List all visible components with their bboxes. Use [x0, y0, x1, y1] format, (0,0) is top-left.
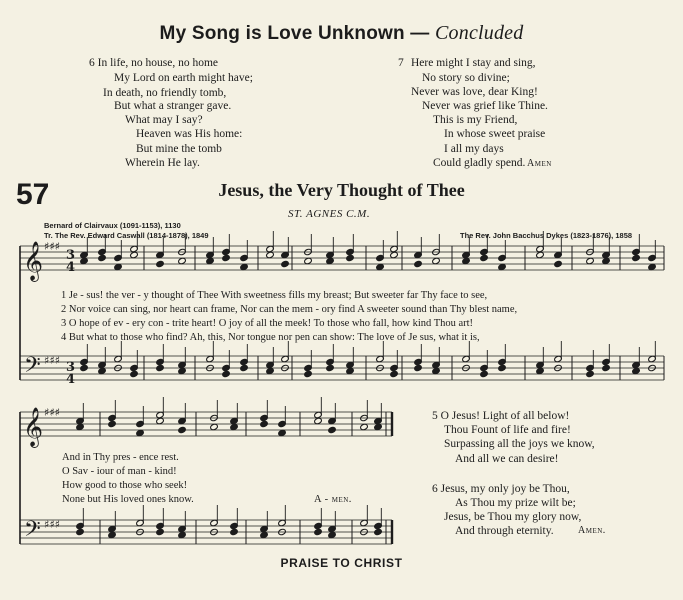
verse6-line: But what a stranger gave. — [114, 100, 232, 112]
note-head — [554, 260, 563, 267]
verse7-line: In whose sweet praise — [444, 128, 546, 140]
lyric-line: How good to those who seek! — [62, 480, 188, 491]
lyric-line: 2 Nor voice can sing, nor heart can frame, Nor can the mem - ory find A sweeter sound than Thy blest name, — [61, 304, 518, 315]
note-head — [536, 367, 545, 374]
section-footer: PRAISE TO CHRIST — [280, 556, 403, 570]
note-head — [326, 364, 335, 371]
note-head — [76, 423, 85, 430]
bass-clef-icon: 𝄢 — [24, 353, 41, 383]
note-head — [414, 364, 423, 371]
hymn-title: Jesus, the Very Thought of Thee — [218, 180, 465, 200]
page-title-main: My Song is Love Unknown — — [159, 23, 430, 44]
note-head — [98, 367, 107, 374]
note-head — [480, 254, 489, 261]
note-head — [260, 420, 269, 427]
verse6-line: In death, no friendly tomb, — [103, 87, 227, 99]
note-head — [114, 263, 123, 270]
verse5-line: And all we can desire! — [455, 453, 559, 465]
note-head — [326, 257, 335, 264]
note-head — [240, 364, 249, 371]
verse5-line: Surpassing all the joys we know, — [444, 438, 595, 450]
note-head — [586, 370, 595, 377]
verse6-line: What may I say? — [125, 114, 203, 126]
note-head — [360, 423, 369, 430]
treble-clef-icon: 𝄞 — [23, 407, 44, 447]
lyric-line: 3 O hope of ev - ery con - trite heart! O joy of all the meek! To those who fall, how kind Thou art! — [61, 318, 474, 329]
time-signature: 4 — [66, 372, 76, 387]
verse6-line: Jesus, be Thou my glory now, — [444, 511, 582, 523]
note-head — [98, 254, 107, 261]
page-title-concluded: Concluded — [435, 22, 524, 44]
note-head — [602, 364, 611, 371]
note-head — [281, 260, 290, 267]
time-signature: 4 — [66, 260, 76, 275]
note-head — [314, 528, 323, 535]
verse7-line: I all my days — [444, 143, 504, 155]
verse6-line: My Lord on earth might have; — [114, 72, 253, 84]
note-head — [76, 528, 85, 535]
note-head — [374, 423, 383, 430]
verse7-line: Never was love, dear King! — [411, 86, 538, 98]
note-head — [178, 257, 187, 264]
verse7-line: This is my Friend, — [433, 114, 518, 126]
verse6-line: Wherein He lay. — [125, 157, 200, 169]
note-head — [266, 251, 275, 258]
author-credit: Bernard of Clairvaux (1091-1153), 1130 — [44, 221, 181, 230]
note-head — [260, 531, 269, 538]
note-head — [328, 426, 337, 433]
note-head — [346, 367, 355, 374]
note-head — [498, 364, 507, 371]
note-head — [390, 251, 399, 258]
verse6-line: And through eternity. — [455, 525, 554, 537]
hymn-number: 57 — [16, 178, 50, 211]
verse7-line: Here might I stay and sing, — [411, 57, 536, 69]
note-head — [602, 257, 611, 264]
note-head — [414, 260, 423, 267]
lyric-line: 1 Je - sus! the ver - y thought of Thee With sweetness fills my breast; But sweeter far Thy face to see, — [61, 290, 488, 301]
note-head — [156, 364, 165, 371]
note-head — [108, 420, 117, 427]
note-head — [304, 370, 313, 377]
note-head — [632, 367, 641, 374]
note-head — [156, 260, 165, 267]
note-head — [346, 254, 355, 261]
note-head — [480, 370, 489, 377]
verse6-line: But mine the tomb — [136, 143, 222, 155]
note-head — [314, 417, 323, 424]
note-head — [374, 528, 383, 535]
note-head — [222, 370, 231, 377]
note-head — [178, 367, 187, 374]
note-head — [432, 257, 441, 264]
note-head — [136, 429, 145, 436]
time-signature: 3 — [66, 360, 76, 375]
bass-clef-icon: 𝄢 — [24, 517, 41, 547]
note-head — [210, 423, 219, 430]
note-head — [536, 251, 545, 258]
note-head — [178, 531, 187, 538]
note-head — [230, 528, 239, 535]
note-head — [206, 257, 215, 264]
verse6-amen: Amen. — [578, 525, 606, 536]
treble-clef-icon: 𝄞 — [23, 241, 44, 281]
note-head — [130, 251, 139, 258]
lyric-line: 4 But what to those who find? Ah, this, Nor tongue nor pen can show: The love of Je sus, what it is, — [61, 332, 480, 343]
verse7-amen: Amen — [527, 158, 552, 169]
sharp-icon: ♯♯♯ — [44, 240, 60, 253]
verse7-line: No story so divine; — [422, 72, 510, 84]
note-head — [178, 426, 187, 433]
verse6-line: Heaven was His home: — [136, 128, 243, 140]
note-head — [390, 370, 399, 377]
note-head — [156, 528, 165, 535]
tune-name: ST. AGNES C.M. — [288, 208, 371, 220]
verse5-line: 5 O Jesus! Light of all below! — [432, 410, 570, 422]
note-head — [632, 254, 641, 261]
verse7-number: 7 — [398, 57, 404, 69]
sharp-icon: ♯♯♯ — [44, 406, 60, 419]
note-head — [80, 364, 89, 371]
note-head — [230, 423, 239, 430]
note-head — [586, 257, 595, 264]
sharp-icon: ♯♯♯ — [44, 518, 60, 531]
amen-label: A - men. — [314, 494, 352, 505]
time-signature: 3 — [66, 248, 76, 263]
composer-credit: The Rev. John Bacchus Dykes (1823-1876), 1858 — [460, 231, 633, 240]
lyric-line: And in Thy pres - ence rest. — [62, 452, 179, 463]
lyric-line: O Sav - iour of man - kind! — [62, 466, 177, 477]
note-head — [80, 257, 89, 264]
verse6-line: 6 Jesus, my only joy be Thou, — [432, 483, 570, 495]
note-head — [278, 429, 287, 436]
verse7-line: Could gladly spend. — [433, 157, 526, 169]
note-head — [266, 367, 275, 374]
lyric-line: None but His loved ones know. — [62, 494, 194, 505]
note-head — [108, 531, 117, 538]
note-head — [498, 263, 507, 270]
note-head — [432, 367, 441, 374]
translator-credit: Tr. The Rev. Edward Caswall (1814-1878), 1849 — [44, 231, 209, 240]
verse6-line: 6 In life, no house, no home — [89, 57, 219, 69]
note-head — [222, 254, 231, 261]
sharp-icon: ♯♯♯ — [44, 354, 60, 367]
verse5-line: Thou Fount of life and fire! — [444, 424, 571, 436]
note-head — [462, 257, 471, 264]
note-head — [240, 263, 249, 270]
verse6-line: As Thou my prize wilt be; — [455, 497, 576, 509]
note-head — [156, 417, 165, 424]
note-head — [328, 531, 337, 538]
verse7-line: Never was grief like Thine. — [422, 100, 548, 112]
note-head — [376, 263, 385, 270]
note-head — [130, 370, 139, 377]
note-head — [304, 257, 313, 264]
note-head — [648, 263, 657, 270]
